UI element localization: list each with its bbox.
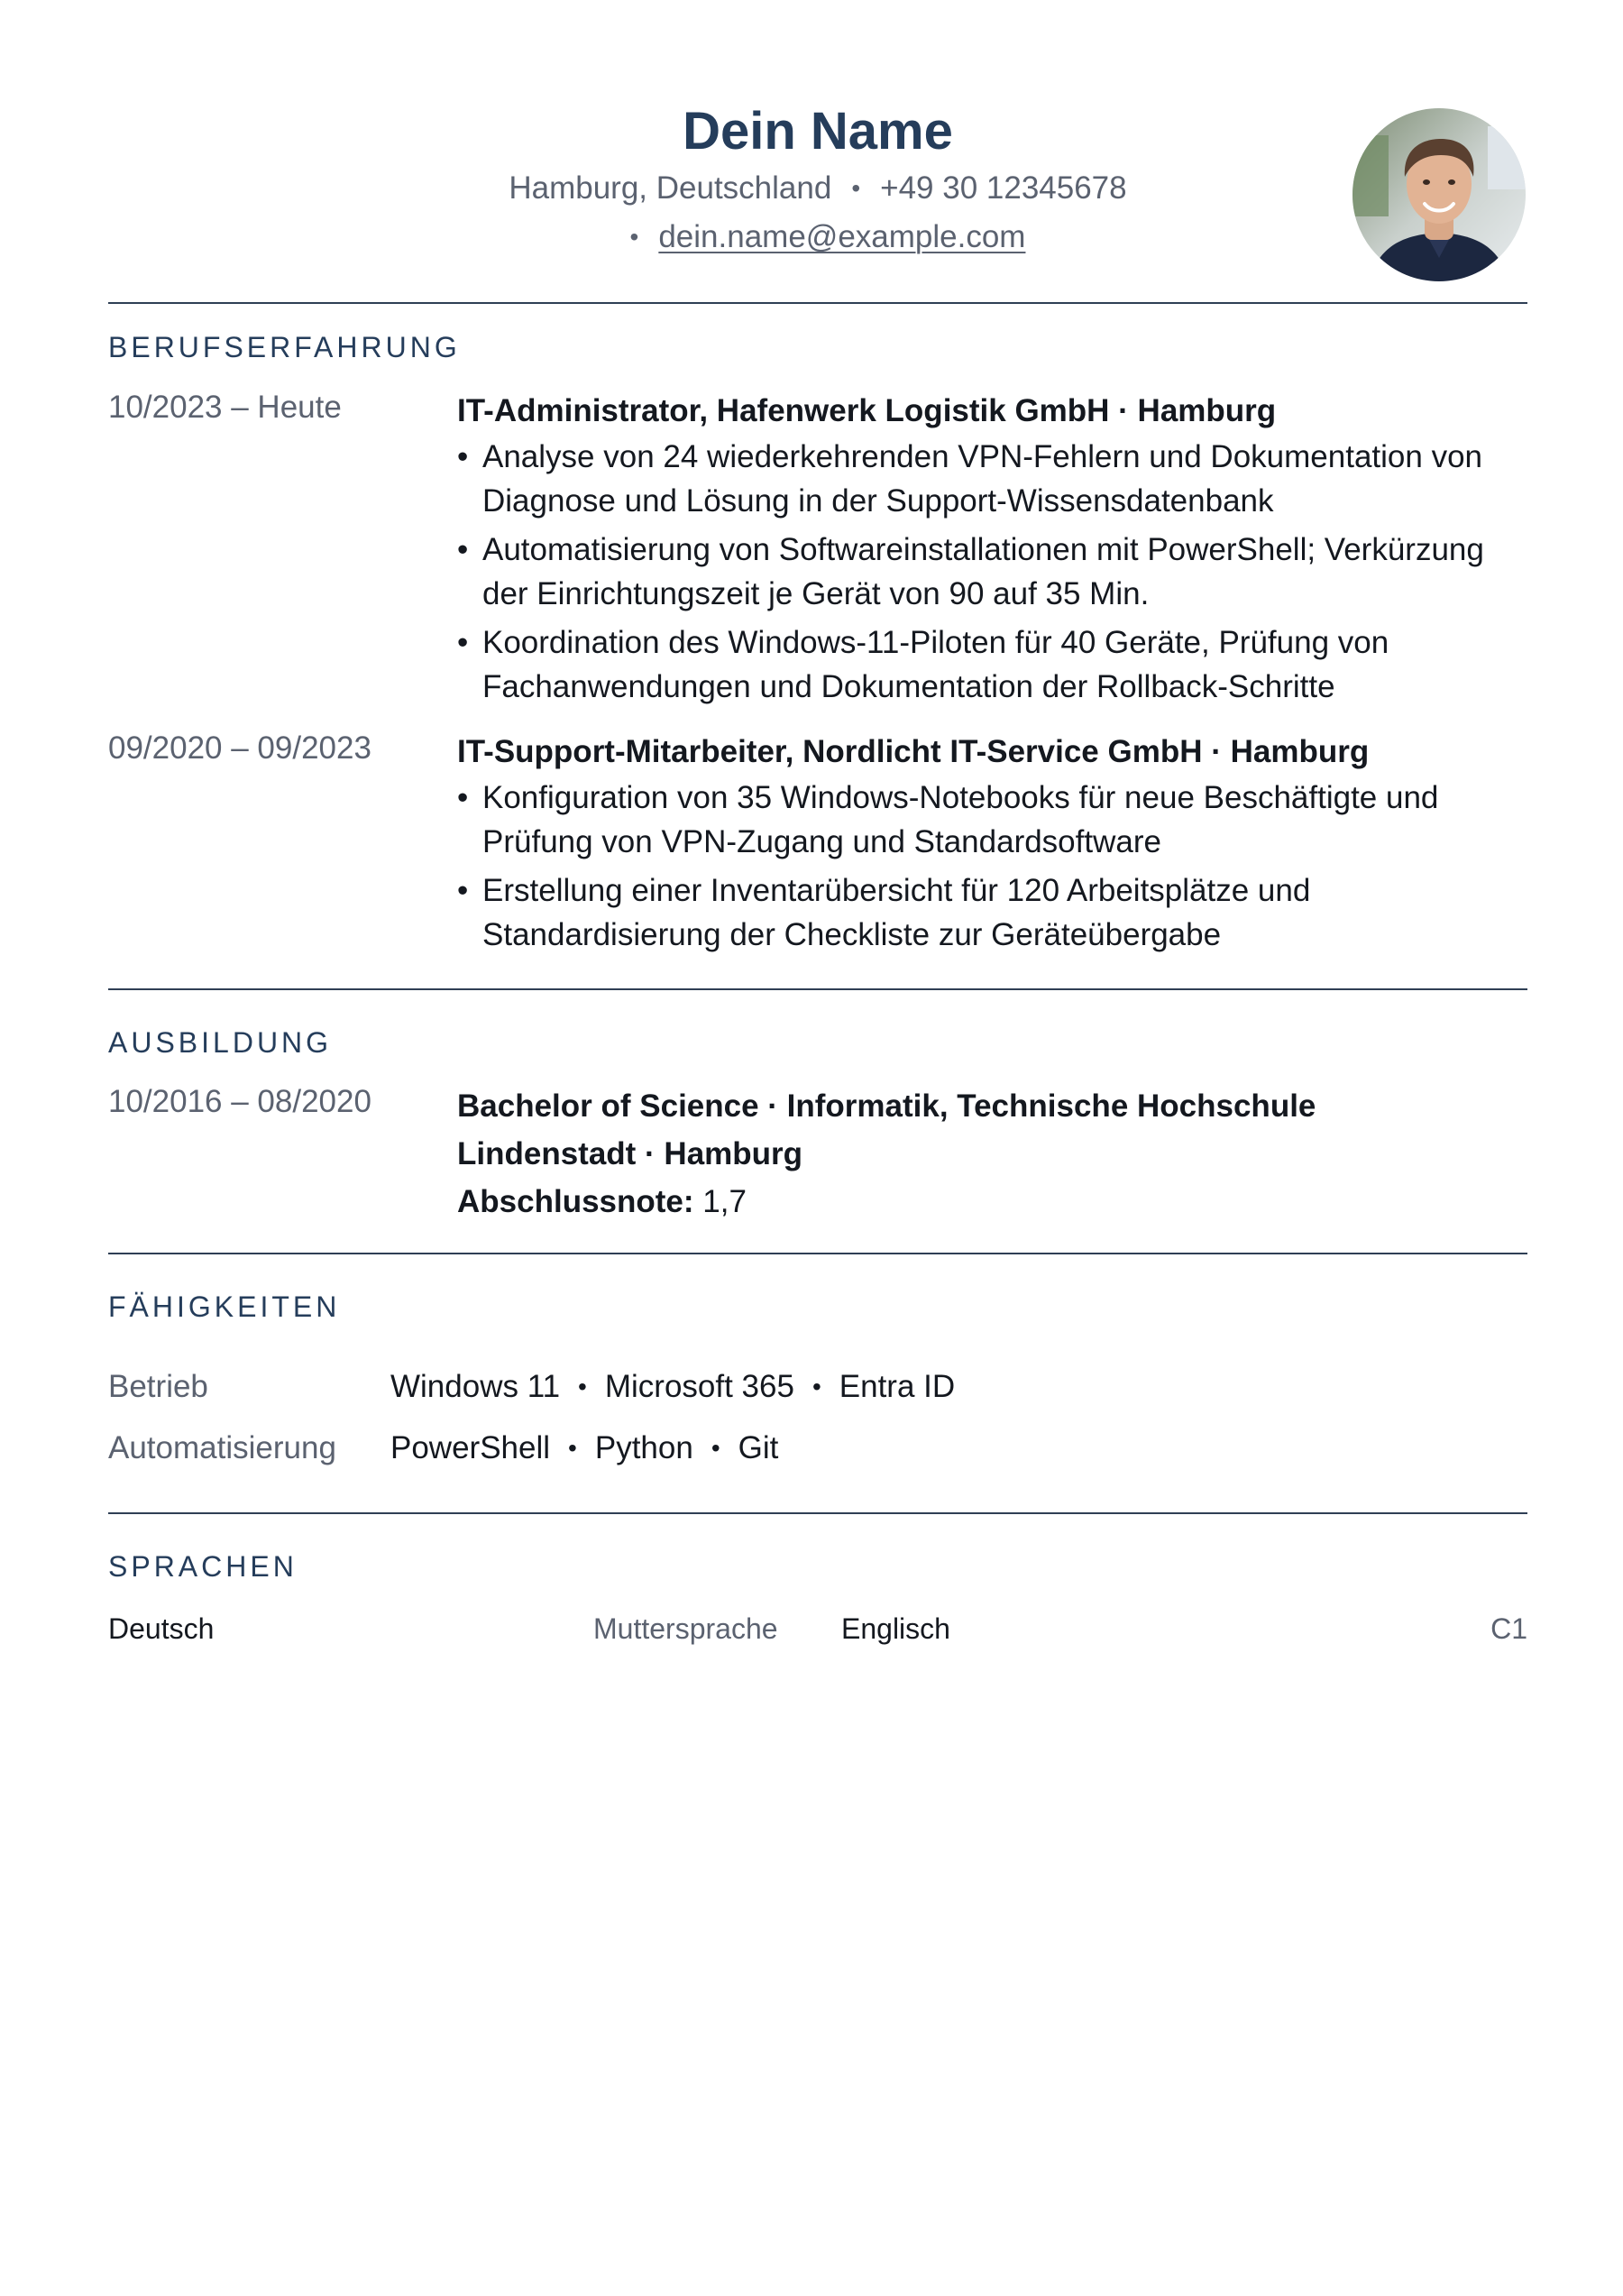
bullet-item: • Konfiguration von 35 Windows-Notebooks für neue Beschäftigte und Prüfung von VPN-Zugang und Standardsoftware xyxy=(457,776,1530,864)
language-level: C1 xyxy=(1490,1612,1527,1645)
bullet-item: • Analyse von 24 wiederkehrenden VPN-Fehlern und Dokumentation von Diagnose und Lösung in der Support-Wissensdatenbank xyxy=(457,435,1530,523)
separator-dot: • xyxy=(578,1373,587,1401)
divider xyxy=(108,988,1527,990)
language-level: Muttersprache xyxy=(593,1612,778,1645)
skill-item: Microsoft 365 xyxy=(604,1369,794,1404)
section-title-skills: FÄHIGKEITEN xyxy=(108,1290,341,1323)
entry-date: 10/2023 – Heute xyxy=(108,390,342,425)
language-name: Englisch xyxy=(841,1612,950,1645)
entry-title: IT-Support-Mitarbeiter, Nordlicht IT-Service GmbH · Hamburg xyxy=(457,734,1370,769)
grade-label: Abschlussnote: xyxy=(457,1184,694,1219)
profile-photo xyxy=(1352,108,1526,281)
skill-items xyxy=(390,1364,955,1410)
skill-item: Windows 11 xyxy=(390,1369,561,1404)
divider xyxy=(108,1512,1527,1514)
entry-date: 09/2020 – 09/2023 xyxy=(108,730,371,766)
contact-line-2 xyxy=(108,213,1527,262)
phone-text: +49 30 12345678 xyxy=(880,170,1127,206)
skill-items xyxy=(390,1425,778,1472)
bullet-item: • Automatisierung von Softwareinstallationen mit PowerShell; Verkürzung der Einrichtungszeit je Gerät von 90 auf 35 Min. xyxy=(457,528,1530,616)
separator-dot: • xyxy=(711,1434,720,1462)
portrait-image xyxy=(1352,108,1526,281)
separator-dot: • xyxy=(568,1434,577,1462)
entry-date: 10/2016 – 08/2020 xyxy=(108,1084,371,1119)
grade-value: 1,7 xyxy=(702,1184,747,1219)
degree-title-line-2: Lindenstadt · Hamburg xyxy=(457,1136,803,1171)
location-text: Hamburg, Deutschland xyxy=(509,170,832,206)
divider xyxy=(108,1253,1527,1254)
section-title-languages: SPRACHEN xyxy=(108,1550,298,1583)
skill-item: Git xyxy=(738,1430,779,1465)
entry-body xyxy=(457,729,1530,961)
entry-body xyxy=(457,388,1530,713)
skill-category: Betrieb xyxy=(108,1369,208,1404)
skill-item: Python xyxy=(594,1430,693,1465)
email-link[interactable]: dein.name@example.com xyxy=(658,219,1026,254)
bullet-item: • Koordination des Windows-11-Piloten für 40 Geräte, Prüfung von Fachanwendungen und Dokumentation der Rollback-Schritte xyxy=(457,620,1530,709)
separator-dot: • xyxy=(812,1373,821,1401)
section-title-experience: BERUFSERFAHRUNG xyxy=(108,331,461,363)
skill-row xyxy=(108,1425,1527,1472)
bullet-item: • Erstellung einer Inventarübersicht für 120 Arbeitsplätze und Standardisierung der Checkliste zur Geräteübergabe xyxy=(457,868,1530,957)
person-name: Dein Name xyxy=(683,102,953,161)
separator-dot: • xyxy=(629,223,639,251)
entry-body xyxy=(457,1082,1530,1226)
entry-bullets xyxy=(457,776,1530,957)
degree-title-line-1: Bachelor of Science · Informatik, Technische Hochschule xyxy=(457,1088,1316,1124)
skill-item: PowerShell xyxy=(390,1430,551,1465)
entry-title: IT-Administrator, Hafenwerk Logistik GmbH · Hamburg xyxy=(457,393,1277,428)
separator-dot: • xyxy=(851,174,861,202)
section-title-education: AUSBILDUNG xyxy=(108,1026,333,1059)
entry-bullets xyxy=(457,435,1530,709)
divider xyxy=(108,302,1527,304)
skill-item: Entra ID xyxy=(839,1369,956,1404)
grade-line xyxy=(457,1178,1530,1226)
contact-line-1 xyxy=(108,164,1527,213)
skill-row xyxy=(108,1364,1527,1410)
skill-category: Automatisierung xyxy=(108,1430,336,1465)
header xyxy=(108,99,1527,262)
language-name: Deutsch xyxy=(108,1612,215,1645)
